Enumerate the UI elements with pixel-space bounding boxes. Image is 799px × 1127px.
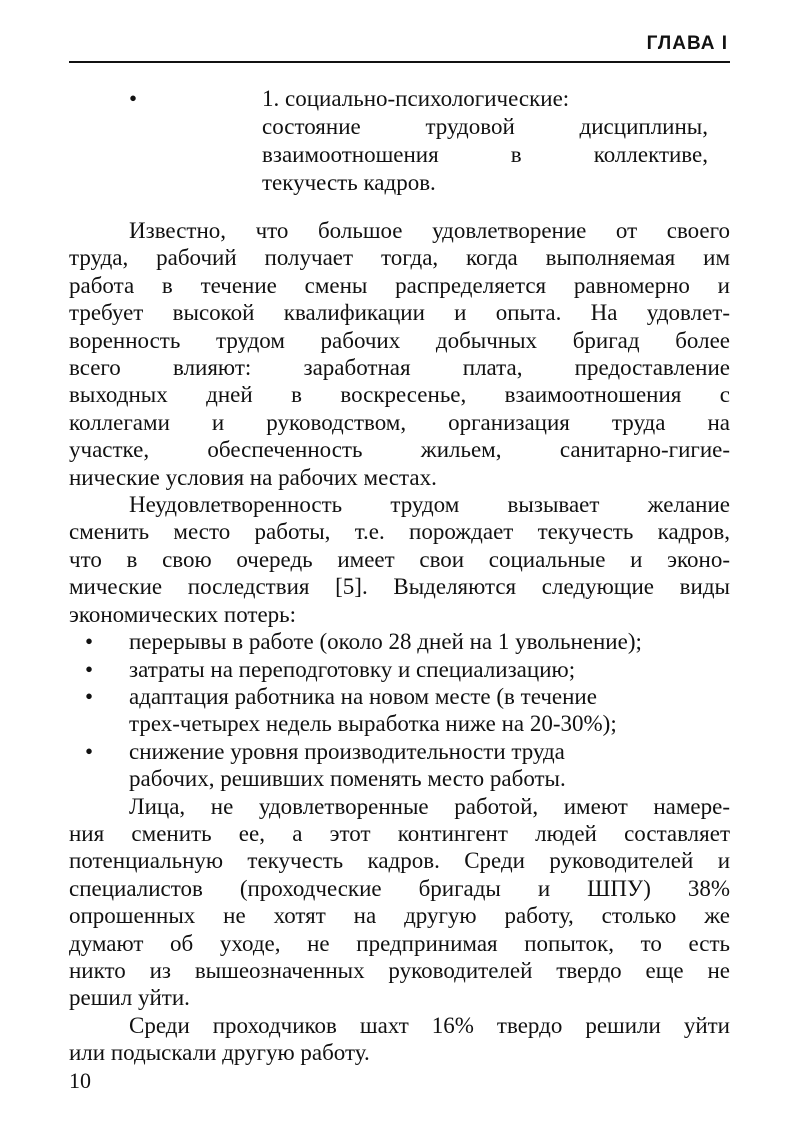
page-number: 10 [69,1068,91,1093]
text-line: Неудовлетворенность трудом вызывает желание [129,492,730,518]
text-line: мические последствия [5]. Выделяются следующие виды [69,574,730,600]
text-line: труда, рабочий получает тогда, когда выполняемая им [69,245,730,271]
text-line: думают об уходе, не предпринимая попыток, то есть [69,930,730,956]
text-line: или подыскали другую работу. [69,1040,370,1066]
paragraph-2 [69,491,730,628]
text-line: участке, обеспеченность жильем, санитарно-гигие- [69,437,730,463]
bullet-marker: • [129,86,138,111]
bullet-marker: • [85,629,94,655]
losses-list [69,628,730,792]
top-item-line: 1. социально-психологические: [262,86,570,111]
top-list-item [262,85,708,197]
text-line: ния сменить ее, а этот контингент людей составляет [69,820,730,846]
list-item-line: перерывы в работе (около 28 дней на 1 увольнение); [129,629,642,655]
chapter-header: ГЛАВА I [646,33,728,54]
text-line: Среди проходчиков шахт 16% твердо решили уйти [129,1012,730,1038]
text-line: воренность трудом рабочих добычных бригад более [69,327,730,353]
text-line: нические условия на рабочих местах. [69,464,437,490]
list-item [69,683,730,738]
text-line: Лица, не удовлетворенные работой, имеют намере- [129,793,730,819]
list-item-line: затраты на переподготовку и специализацию; [129,656,576,682]
top-item-line: состояние трудовой дисциплины, [262,114,708,139]
text-line: опрошенных не хотят на другую работу, столько же [69,903,730,929]
text-line: специалистов (проходческие бригады и ШПУ) 38% [69,875,730,901]
text-line: всего влияют: заработная плата, предоставление [69,355,730,381]
top-item-line: взаимоотношения в коллективе, [262,142,708,167]
list-item [69,738,730,793]
text-line: решил уйти. [69,985,190,1011]
top-item-line: текучесть кадров. [262,170,436,195]
text-line: выходных дней в воскресенье, взаимоотношения с [69,382,730,408]
list-item-line: трех-четырех недель выработка ниже на 20-30%); [129,711,617,737]
paragraph-4 [69,1012,730,1067]
text-line: потенциальную текучесть кадров. Среди руководителей и [69,848,730,874]
text-line: никто из вышеозначенных руководителей твердо еще не [69,957,730,983]
list-item [69,656,730,683]
header-rule [69,61,730,63]
text-line: Известно, что большое удовлетворение от своего [129,218,730,243]
text-line: коллегами и руководством, организация труда на [69,409,730,435]
paragraph-3 [69,793,730,1012]
text-line: сменить место работы, т.е. порождает текучесть кадров, [69,519,730,545]
text-line: что в свою очередь имеет свои социальные и эконо- [69,546,730,572]
bullet-marker: • [85,683,94,709]
list-item-line: рабочих, решивших поменять место работы. [129,766,566,792]
text-line: работа в течение смены распределяется равномерно и [69,272,730,298]
list-item-line: адаптация работника на новом месте (в течение [129,683,597,709]
list-item-line: снижение уровня производительности труда [129,738,565,764]
body-text [69,217,730,1067]
text-line: требует высокой квалификации и опыта. На удовлет- [69,300,730,326]
list-item [69,628,730,655]
paragraph-1 [69,217,730,491]
text-line: экономических потерь: [69,601,297,627]
bullet-marker: • [85,656,94,682]
bullet-marker: • [85,738,94,764]
